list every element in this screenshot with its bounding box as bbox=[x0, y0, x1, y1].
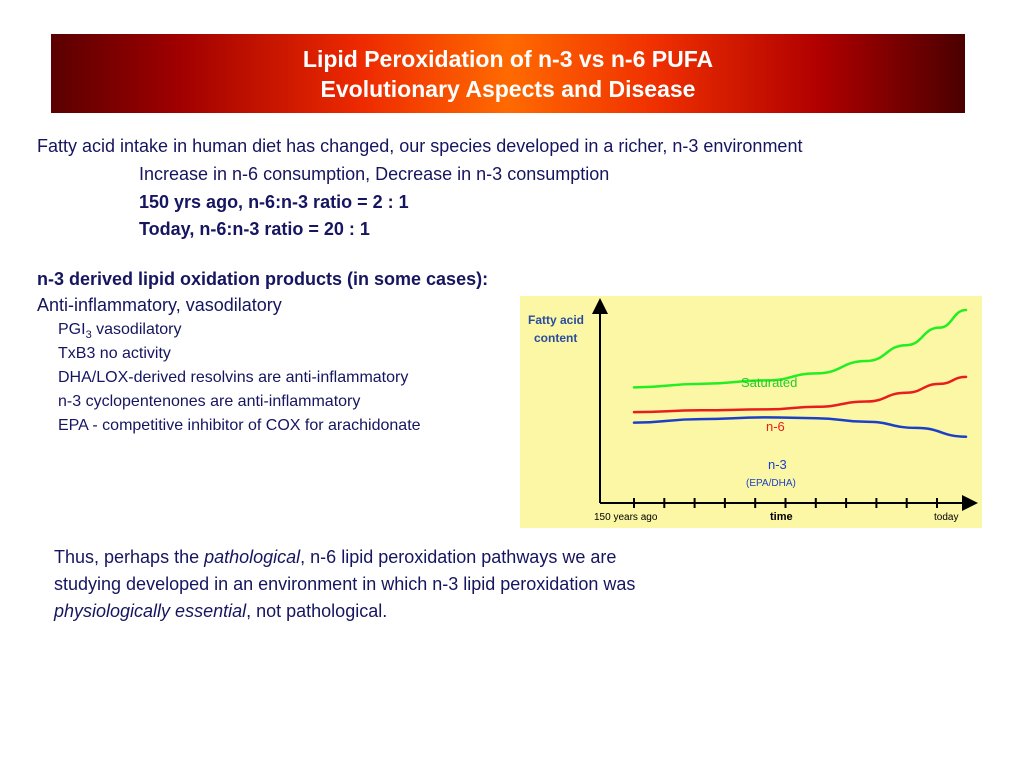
list-item-pgi3 bbox=[58, 320, 182, 345]
fatty-acid-chart bbox=[520, 296, 982, 528]
list-item-cyclopentenones: n-3 cyclopentenones are anti-inflammatory bbox=[58, 393, 361, 410]
y-axis-label-content: content bbox=[534, 331, 578, 345]
pgi-suffix: vasodilatory bbox=[91, 321, 182, 338]
list-item-epa-cox: EPA - competitive inhibitor of COX for arachidonate bbox=[58, 417, 421, 434]
series-label-saturated: Saturated bbox=[741, 375, 798, 390]
section-subheading: Anti-inflammatory, vasodilatory bbox=[37, 295, 282, 315]
pgi-subscript: 3 bbox=[85, 329, 92, 342]
intro-ratio-past: 150 yrs ago, n-6:n-3 ratio = 2 : 1 bbox=[139, 192, 409, 212]
list-item-resolvins: DHA/LOX-derived resolvins are anti-inflammatory bbox=[58, 369, 409, 386]
conclusion-line-2: studying developed in an environment in which n-3 lipid peroxidation was bbox=[54, 574, 636, 594]
series-line-n6 bbox=[634, 377, 966, 412]
series-label-n3: n-3 bbox=[768, 457, 787, 472]
intro-ratio-today: Today, n-6:n-3 ratio = 20 : 1 bbox=[139, 219, 370, 239]
series-layer bbox=[634, 310, 966, 437]
series-line-n3 bbox=[634, 417, 966, 436]
conclusion-3b: , not pathological. bbox=[246, 601, 388, 621]
x-tick-label-today: today bbox=[934, 512, 959, 523]
conclusion-1c: , n-6 lipid peroxidation pathways we are bbox=[300, 547, 617, 567]
intro-line-2: Increase in n-6 consumption, Decrease in n-3 consumption bbox=[139, 164, 610, 184]
series-label-n6: n-6 bbox=[766, 419, 785, 434]
series-line-saturated bbox=[634, 310, 966, 387]
title-banner bbox=[51, 34, 965, 113]
series-sublabel-epa-dha: (EPA/DHA) bbox=[746, 478, 796, 489]
section-heading: n-3 derived lipid oxidation products (in some cases): bbox=[37, 269, 489, 289]
conclusion-1a: Thus, perhaps the bbox=[54, 547, 205, 567]
slide-title-line-1: Lipid Peroxidation of n-3 vs n-6 PUFA bbox=[302, 46, 714, 72]
intro-line-1: Fatty acid intake in human diet has changed, our species developed in a richer, n-3 environment bbox=[37, 136, 803, 156]
chart-svg bbox=[520, 296, 982, 528]
conclusion-line-3 bbox=[54, 598, 387, 625]
y-axis-label-fatty-acid: Fatty acid bbox=[528, 313, 585, 327]
conclusion-line-1 bbox=[54, 544, 616, 571]
conclusion-emphasis-pathological: pathological bbox=[204, 547, 301, 567]
pgi-prefix: PGI bbox=[58, 321, 86, 338]
conclusion-emphasis-physiologically-essential: physiologically essential bbox=[54, 601, 247, 621]
x-axis-label-time: time bbox=[770, 511, 793, 523]
list-item-txb3: TxB3 no activity bbox=[58, 345, 171, 362]
x-tick-label-150-years-ago: 150 years ago bbox=[594, 512, 658, 523]
slide-title-line-2: Evolutionary Aspects and Disease bbox=[320, 76, 696, 102]
